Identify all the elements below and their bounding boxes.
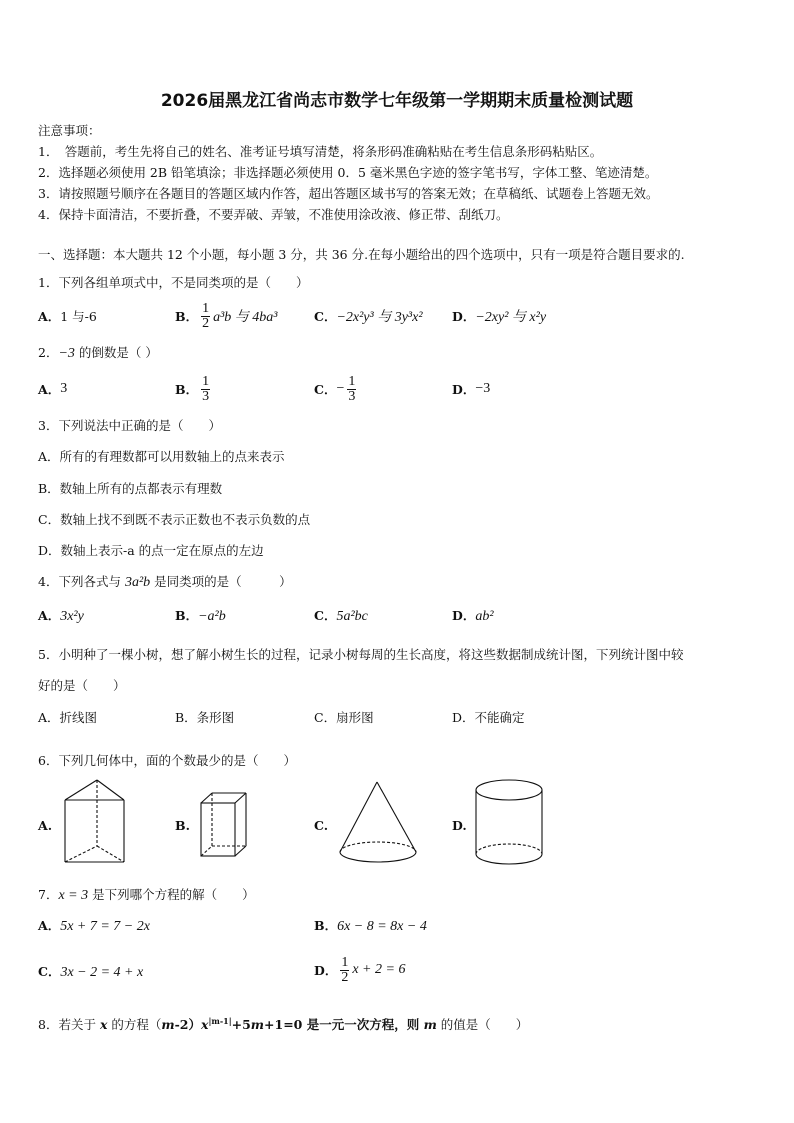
q4-option-b: B．−a²b	[175, 608, 226, 624]
q3-option-b: B．数轴上所有的点都表示有理数	[38, 481, 223, 496]
q1-a-text: 1 与-6	[60, 309, 97, 324]
q4-a-text: 3x²y	[60, 609, 84, 624]
q1-stem: 1．下列各组单项式中，不是同类项的是（ ）	[38, 275, 309, 290]
q2-option-c	[314, 369, 359, 409]
q7-option-c: C．3x − 2 = 4 + x	[38, 964, 144, 980]
notice-item-1: 1． 答题前，考生先将自己的姓名、准考证号填写清楚，将条形码准确粘贴在考生信息条形码粘贴区。	[38, 144, 603, 159]
q1-b-fraction: $\frac{1}{2}$	[202, 300, 210, 331]
q3-option-d: D．数轴上表示-a 的点一定在原点的左边	[38, 543, 264, 558]
q2-stem: 2．−3 的倒数是（ ）	[38, 345, 158, 361]
cuboid-figure	[198, 790, 250, 860]
q2-d-text: −3	[475, 381, 491, 396]
q2-a-text: 3	[60, 381, 68, 396]
cylinder-figure	[472, 776, 546, 868]
q2-d-label: D．	[452, 382, 476, 397]
q1-option-b	[175, 298, 277, 334]
q2-c-sign: −	[336, 381, 345, 396]
q4-d-text: ab²	[475, 609, 494, 624]
q7-option-a: A．5x + 7 = 7 − 2x	[38, 918, 150, 934]
q1-option-a	[38, 298, 97, 334]
q5-option-d: D．不能确定	[452, 710, 525, 725]
q2-a-label: A．	[38, 382, 61, 397]
q5-option-a: A．折线图	[38, 710, 98, 725]
q4-b-text: −a²b	[198, 609, 226, 624]
q1-d-text: −2xy² 与 x²y	[475, 310, 547, 325]
q4-stem: 4．下列各式与 3a²b 是同类项的是（ ）	[38, 574, 292, 590]
q3-option-c: C．数轴上找不到既不表示正数也不表示负数的点	[38, 512, 311, 527]
q4-stem-math: 3a²b	[124, 575, 151, 590]
q2-option-a	[38, 369, 67, 409]
q7-stem-math: x = 3	[58, 888, 89, 903]
q1-option-d	[452, 298, 546, 334]
q1-b-text: a³b 与 4ba³	[213, 310, 278, 325]
triangular-prism-figure	[60, 776, 130, 866]
q2-option-d	[452, 369, 490, 409]
q7-c-text: 3x − 2 = 4 + x	[60, 965, 144, 980]
q2-b-fraction: $\frac{1}{3}$	[202, 373, 210, 404]
q6-a-label: A.	[38, 818, 53, 833]
cone-figure	[336, 778, 422, 868]
q5-option-c: C．扇形图	[314, 710, 374, 725]
q3-stem: 3．下列说法中正确的是（ ）	[38, 418, 221, 433]
q2-option-b	[175, 369, 213, 409]
q5-option-b: B．条形图	[175, 710, 235, 725]
q7-stem: 7．x = 3 是下列哪个方程的解（ ）	[38, 887, 255, 903]
q6-b-label: B.	[175, 818, 190, 833]
q2-stem-math: −3	[58, 346, 75, 361]
q4-option-a: A．3x²y	[38, 608, 84, 624]
q2-b-label: B．	[175, 382, 199, 397]
q7-option-d: D． $\frac{1}{2}$ x + 2 = 6	[314, 954, 406, 985]
q1-d-label: D．	[452, 309, 476, 324]
q1-a-label: A．	[38, 309, 61, 324]
q7-d-text: x + 2 = 6	[352, 962, 406, 977]
q1-b-label: B．	[175, 309, 199, 324]
notice-heading: 注意事项：	[38, 123, 101, 138]
q2-c-label: C．	[314, 382, 337, 397]
page-title: 2026届黑龙江省尚志市数学七年级第一学期期末质量检测试题	[160, 91, 634, 111]
notice-item-2: 2．选择题必须使用 2B 铅笔填涂；非选择题必须使用 0．5 毫米黑色字迹的签字笔书写，字体工整、笔迹清楚。	[38, 165, 658, 180]
q3-option-a: A．所有的有理数都可以用数轴上的点来表示	[38, 449, 285, 464]
q1-c-text: −2x²y³ 与 3y³x²	[336, 310, 423, 325]
q4-option-c: C．5a²bc	[314, 608, 368, 624]
q4-option-d: D．ab²	[452, 608, 494, 624]
q8-stem: 8．若关于 x 的方程$(m-2)x^{|m-1|}+5m+1=0$ 是一元一次方程，则 m 的值是（ ）	[38, 1015, 529, 1032]
notice-item-4: 4．保持卡面清洁，不要折叠，不要弄破、弄皱，不准使用涂改液、修正带、刮纸刀。	[38, 207, 509, 222]
q6-d-label: D.	[452, 818, 467, 833]
q7-d-fraction: $\frac{1}{2}$	[341, 954, 349, 985]
q5-stem-line1: 5．小明种了一棵小树，想了解小树生长的过程，记录小树每周的生长高度，将这些数据制成统计图，下列统计图中较	[38, 647, 684, 662]
q5-stem-line2: 好的是（ ）	[38, 678, 126, 693]
q7-a-text: 5x + 7 = 7 − 2x	[60, 919, 150, 934]
q7-option-b: B．6x − 8 = 8x − 4	[314, 918, 427, 934]
q7-b-text: 6x − 8 = 8x − 4	[337, 919, 427, 934]
q6-c-label: C.	[314, 818, 329, 833]
q4-c-text: 5a²bc	[336, 609, 368, 624]
q1-c-label: C．	[314, 309, 337, 324]
section-heading: 一、选择题：本大题共 12 个小题，每小题 3 分，共 36 分.在每小题给出的四个选项中，只有一项是符合题目要求的.	[38, 247, 685, 262]
q1-option-c	[314, 298, 423, 334]
q6-stem: 6．下列几何体中，面的个数最少的是（ ）	[38, 753, 296, 768]
notice-item-3: 3．请按照题号顺序在各题目的答题区域内作答，超出答题区域书写的答案无效；在草稿纸、试题卷上答题无效。	[38, 186, 659, 201]
q2-c-fraction: $\frac{1}{3}$	[348, 373, 356, 404]
